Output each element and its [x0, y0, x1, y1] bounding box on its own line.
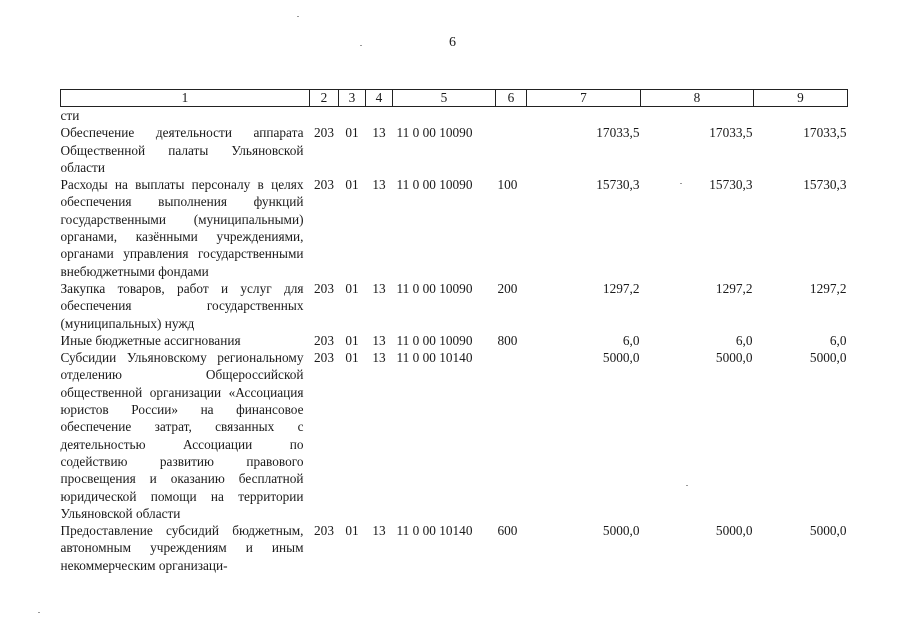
row-gr-code: 203: [314, 125, 334, 141]
scan-speck: [360, 45, 362, 46]
row-target-article: [393, 107, 496, 125]
row-expense-type: [496, 124, 527, 176]
column-header: 9: [754, 90, 848, 107]
row-amount-1: [527, 107, 641, 125]
row-amount-2: 15730,3: [709, 177, 753, 193]
row-expense-type: 800: [497, 332, 518, 348]
row-description: Закупка товаров, работ и услуг для обеспечения государственных (муниципальных) нужд: [60, 280, 304, 331]
row-amount-2: 17033,5: [709, 125, 753, 141]
row-subsection-code: 13: [372, 125, 386, 141]
column-header: 4: [366, 90, 393, 107]
table-row: [61, 280, 848, 332]
row-subsection-code: 13: [372, 280, 386, 296]
row-amount-3: 5000,0: [809, 523, 847, 539]
row-amount-3: 17033,5: [803, 125, 847, 141]
budget-table: [60, 89, 848, 574]
row-description: Предоставление субсидий бюджетным, автономным учреждениям и иным некоммерческим организаци-: [60, 523, 304, 573]
row-target-article: 11 0 00 10090: [396, 177, 473, 193]
row-amount-1: 5000,0: [602, 523, 640, 539]
row-description: Расходы на выплаты персоналу в целях обеспечения выполнения функций государственными (муниципальными) органами, казёнными учреждениями, органами управления государственными внебюджетными фондами: [60, 177, 304, 279]
row-amount-2: 6,0: [735, 332, 753, 348]
scan-speck: [297, 16, 299, 17]
row-gr-code: [310, 107, 339, 125]
row-amount-3: 5000,0: [809, 350, 847, 366]
scan-speck: [680, 183, 682, 184]
table-row: [61, 107, 848, 125]
row-section-code: 01: [345, 177, 359, 193]
row-target-article: 11 0 00 10090: [396, 332, 473, 348]
row-description: Субсидии Ульяновскому региональному отделению Общероссийской общественной организации «Ассоциация юристов России» на финансовое обеспечение затрат, связанных с деятельностью Ассоциации по содействию развитию правового просвещения и оказанию бесплатной юридической помощи на территории Ульяновской области: [60, 350, 304, 521]
row-amount-2: [641, 107, 754, 125]
row-amount-2: 5000,0: [715, 350, 753, 366]
column-header: 5: [393, 90, 496, 107]
row-description: Обеспечение деятельности аппарата Общественной палаты Ульяновской области: [60, 125, 304, 175]
row-target-article: 11 0 00 10140: [396, 523, 473, 539]
row-amount-3: 15730,3: [803, 177, 847, 193]
column-header: 6: [496, 90, 527, 107]
row-section-code: 01: [345, 350, 359, 366]
row-amount-1: 15730,3: [596, 177, 640, 193]
row-description: Иные бюджетные ассигнования: [60, 332, 241, 348]
table-row: [61, 124, 848, 176]
row-amount-2: 5000,0: [715, 523, 753, 539]
row-expense-type: 100: [497, 177, 518, 193]
column-header: 3: [339, 90, 366, 107]
column-header: 8: [641, 90, 754, 107]
scan-speck: [686, 485, 688, 486]
table-row: [61, 332, 848, 349]
row-gr-code: 203: [314, 523, 334, 539]
row-amount-3: 6,0: [829, 332, 847, 348]
table-row: [61, 349, 848, 522]
row-section-code: 01: [345, 280, 359, 296]
row-section-code: 01: [345, 332, 359, 348]
row-subsection-code: 13: [372, 177, 386, 193]
row-expense-type: 200: [497, 280, 518, 296]
row-amount-1: 17033,5: [596, 125, 640, 141]
table-row: [61, 176, 848, 280]
row-expense-type: [496, 107, 527, 125]
row-subsection-code: 13: [372, 523, 386, 539]
row-amount-1: 6,0: [622, 332, 640, 348]
column-header: 7: [527, 90, 641, 107]
table-row: [61, 522, 848, 574]
row-subsection-code: 13: [372, 332, 386, 348]
row-amount-1: 1297,2: [602, 280, 640, 296]
row-amount-3: 1297,2: [809, 280, 847, 296]
row-gr-code: 203: [314, 332, 334, 348]
row-amount-3: [754, 107, 848, 125]
row-section-code: [339, 107, 366, 125]
column-header: 2: [310, 90, 339, 107]
row-gr-code: 203: [314, 350, 334, 366]
row-expense-type: 600: [497, 523, 518, 539]
row-gr-code: 203: [314, 177, 334, 193]
row-target-article: 11 0 00 10140: [396, 350, 473, 366]
row-amount-2: 1297,2: [715, 280, 753, 296]
row-gr-code: 203: [314, 280, 334, 296]
row-target-article: 11 0 00 10090: [396, 125, 473, 141]
row-section-code: 01: [345, 523, 359, 539]
row-expense-type: [496, 349, 527, 522]
row-subsection-code: 13: [372, 350, 386, 366]
row-description: сти: [60, 108, 80, 123]
row-subsection-code: [366, 107, 393, 125]
scan-speck: [38, 612, 40, 613]
row-target-article: 11 0 00 10090: [396, 280, 473, 296]
row-section-code: 01: [345, 125, 359, 141]
page-number: 6: [449, 35, 456, 50]
row-amount-1: 5000,0: [602, 350, 640, 366]
table-header-row: [61, 90, 848, 107]
column-header: 1: [61, 90, 310, 107]
